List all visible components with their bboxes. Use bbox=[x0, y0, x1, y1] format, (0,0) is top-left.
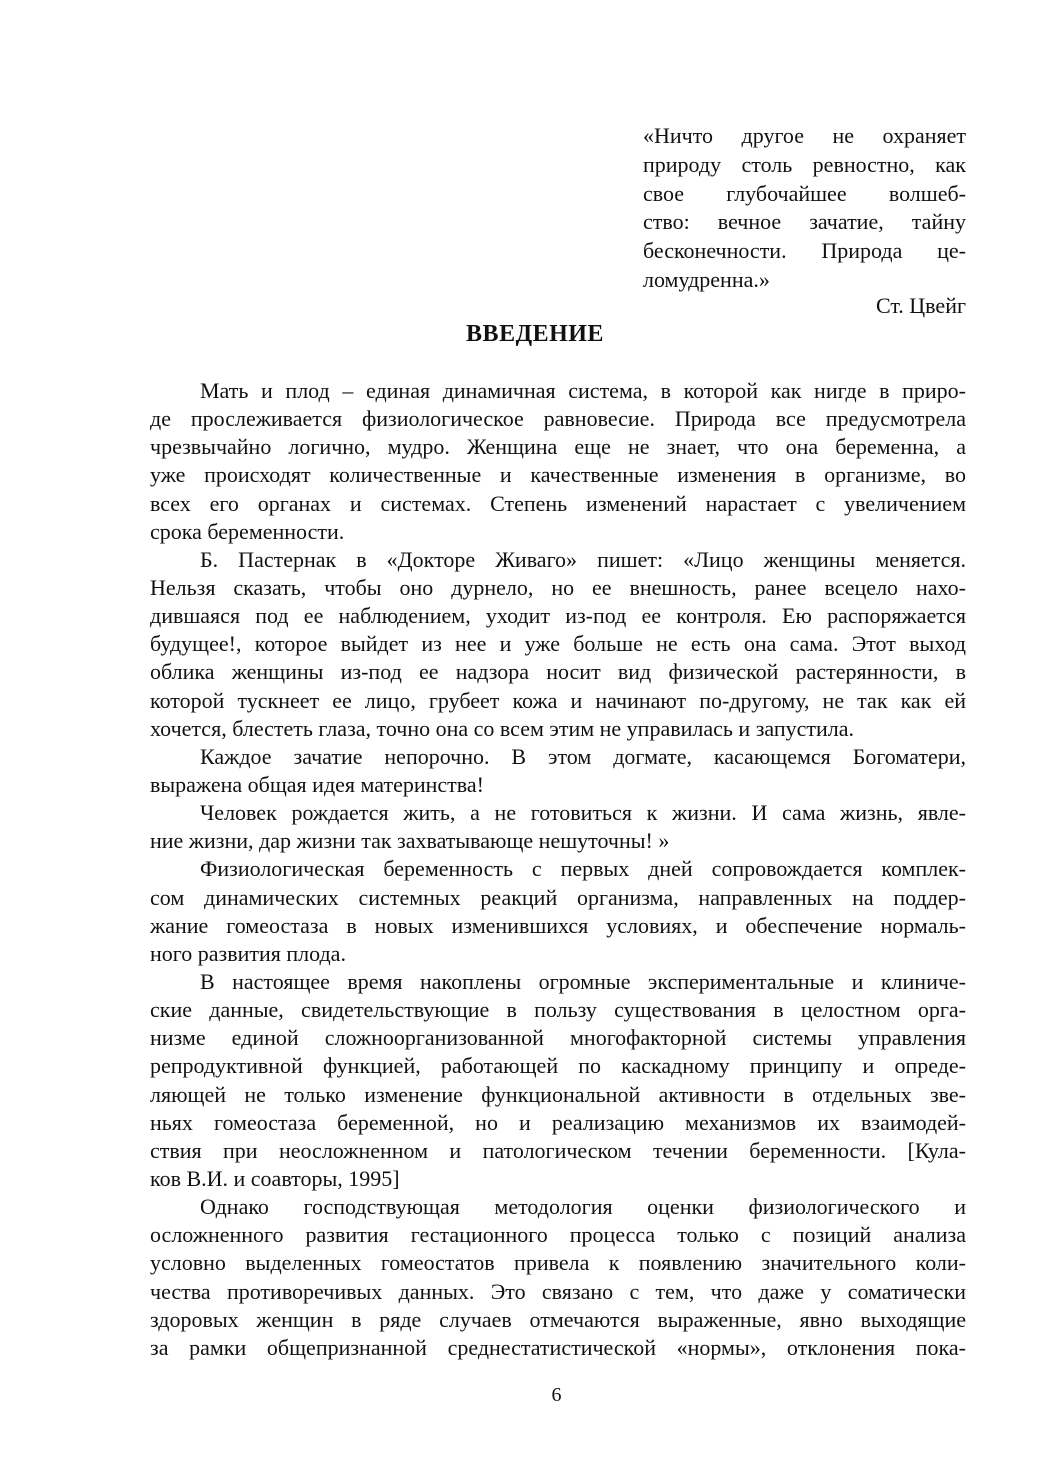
text-line: здоровых женщин в ряде случаев отмечаются выраженные, явно выходящие bbox=[150, 1306, 966, 1332]
text-line: низме единой сложноорганизованной многофакторной системы управления bbox=[150, 1025, 966, 1051]
text-line: Каждое зачатие непорочно. В этом догмате, касающемся Богоматери, bbox=[200, 743, 966, 769]
text-line: сом динамических системных реакций организма, направленных на поддер- bbox=[150, 884, 966, 910]
text-line: де прослеживается физиологическое равновесие. Природа все предусмотрела bbox=[150, 406, 966, 432]
section-heading: ВВЕДЕНИЕ bbox=[466, 321, 604, 347]
text-line: ков В.И. и соавторы, 1995] bbox=[150, 1165, 400, 1191]
text-line: Мать и плод – единая динамичная система, в которой как нигде в приро- bbox=[200, 378, 966, 403]
text-line: чрезвычайно логично, мудро. Женщина еще не знает, что она беременна, а bbox=[150, 434, 966, 460]
text-line: дившаяся под ее наблюдением, уходит из-под ее контроля. Ею распоряжается bbox=[150, 603, 966, 629]
text-line: ние жизни, дар жизни так захватывающе нешуточны! » bbox=[150, 828, 670, 854]
text-line: ньях гомеостаза беременной, но и реализацию механизмов их взаимодей- bbox=[150, 1109, 966, 1135]
text-line: В настоящее время накоплены огромные экспериментальные и клиниче- bbox=[200, 968, 966, 994]
text-line: за рамки общепризнанной среднестатистической «нормы», отклонения пока- bbox=[150, 1334, 966, 1360]
text-line: срока беременности. bbox=[150, 518, 345, 544]
epigraph-line: свое глубочайшее волшеб- bbox=[643, 180, 966, 206]
epigraph-line: ство: вечное зачатие, тайну bbox=[643, 209, 966, 235]
text-line: чества противоречивых данных. Это связано с тем, что даже у соматически bbox=[150, 1278, 966, 1304]
text-line: осложненного развития гестационного процесса только с позиций анализа bbox=[150, 1222, 966, 1248]
body-text bbox=[150, 377, 966, 1362]
text-line: жание гомеостаза в новых изменившихся условиях, и обеспечение нормаль- bbox=[150, 912, 966, 938]
page-number: 6 bbox=[551, 1384, 562, 1406]
text-line: Человек рождается жить, а не готовиться к жизни. И сама жизнь, явле- bbox=[200, 800, 966, 826]
text-line: Б. Пастернак в «Докторе Живаго» пишет: «Лицо женщины меняется. bbox=[200, 546, 966, 572]
text-line: ного развития плода. bbox=[150, 940, 346, 966]
text-line: условно выделенных гомеостатов привела к появлению значительного коли- bbox=[150, 1250, 966, 1276]
text-line: которой тускнеет ее лицо, грубеет кожа и начинают по-другому, не так как ей bbox=[150, 687, 966, 713]
text-line: ствия при неосложненном и патологическом течении беременности. [Кула- bbox=[150, 1137, 966, 1163]
text-line: будущее!, которое выйдет из нее и уже больше не есть она сама. Этот выход bbox=[150, 631, 966, 657]
text-line: хочется, блестеть глаза, точно она со всем этим не управилась и запустила. bbox=[150, 715, 855, 741]
text-line: ляющей не только изменение функциональной активности в отдельных зве- bbox=[150, 1081, 966, 1107]
epigraph-line: природу столь ревностно, как bbox=[643, 151, 966, 177]
text-line: Нельзя сказать, чтобы оно дурнело, но ее внешность, ранее всецело нахо- bbox=[150, 574, 966, 600]
text-line: облика женщины из-под ее надзора носит вид физической растерянности, в bbox=[150, 659, 966, 685]
text-line: уже происходят количественные и качественные изменения в организме, во bbox=[150, 462, 966, 488]
epigraph-line: ломудренна.» bbox=[643, 266, 770, 292]
epigraph-line: «Ничто другое не охраняет bbox=[643, 123, 966, 148]
text-line: Однако господствующая методология оценки физиологического и bbox=[200, 1194, 966, 1220]
epigraph-quote bbox=[643, 122, 966, 295]
epigraph-line: бесконечности. Природа це- bbox=[643, 238, 966, 264]
epigraph-author: Ст. Цвейг bbox=[875, 293, 966, 318]
text-line: репродуктивной функцией, работающей по каскадному принципу и опреде- bbox=[150, 1053, 966, 1079]
text-line: ские данные, свидетельствующие в пользу существования в целостном орга- bbox=[150, 997, 966, 1023]
text-line: всех его органах и системах. Степень изменений нарастает с увеличением bbox=[150, 490, 966, 516]
text-line: Физиологическая беременность с первых дней сопровождается комплек- bbox=[200, 856, 966, 882]
text-line: выражена общая идея материнства! bbox=[150, 771, 484, 797]
